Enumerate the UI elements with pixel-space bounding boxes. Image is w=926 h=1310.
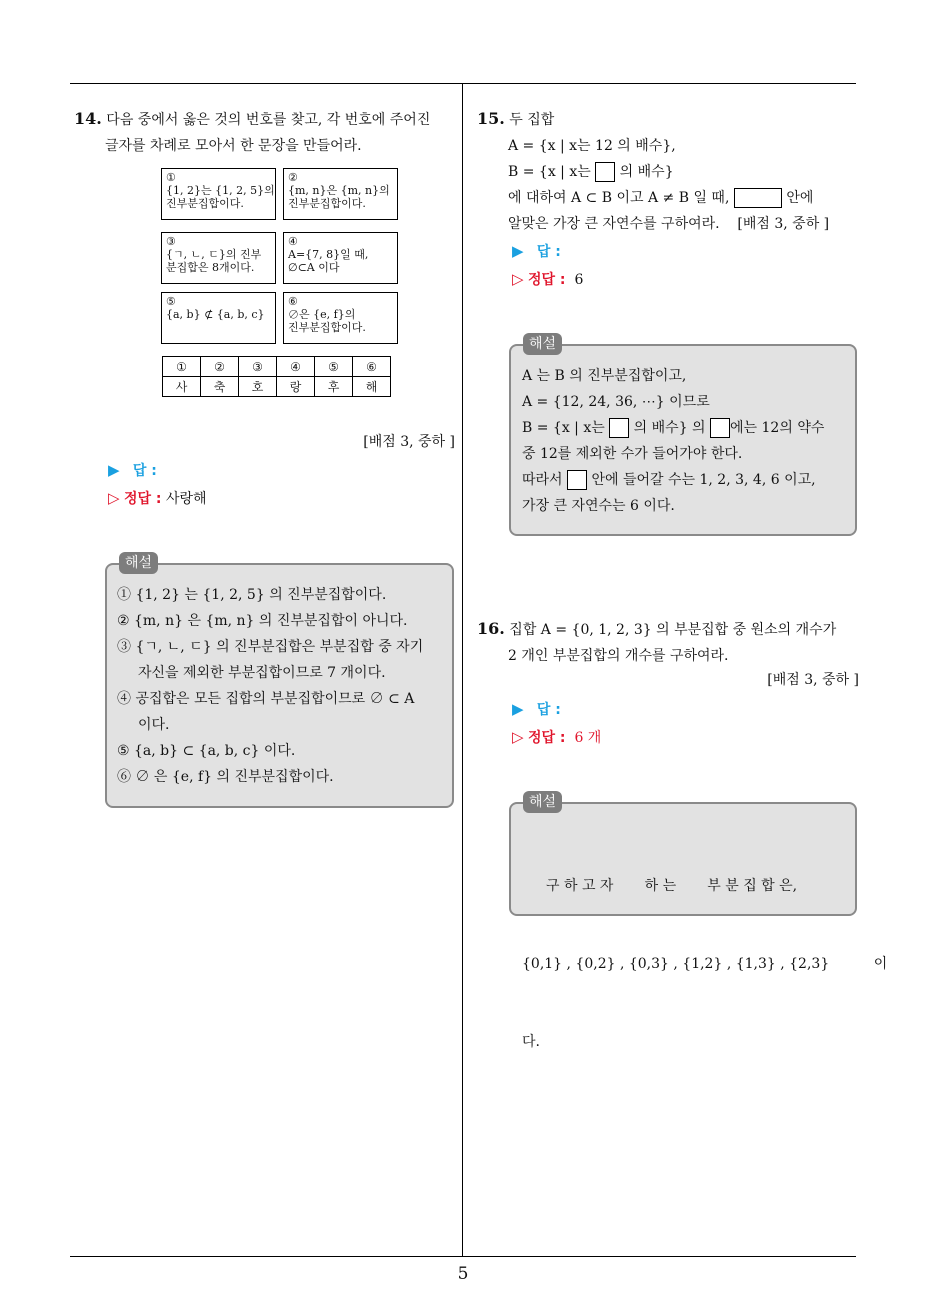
answer-key-table [162,356,391,397]
question-text: 2 개인 부분집합의 개수를 구하여라. [508,648,729,664]
question-14 [74,106,458,159]
set-a-definition: A = {x | x는 12 의 배수}, [508,138,676,154]
solution-tab: 해설 [523,791,562,813]
question-number: 14. [74,109,102,128]
correct-answer-row [512,726,601,749]
question-16 [477,616,862,669]
answer-prompt-label: 답 : [536,702,561,718]
play-triangle-icon: ▶ [512,242,524,260]
option-box-2: ② {m, n}은 {m, n}의 진부분집합이다. [283,168,398,220]
question-text: 에 대하여 A ⊂ B 이고 A ≠ B 일 때, 안에 [508,190,814,206]
column-divider [462,83,463,1257]
correct-answer-label: 정답 : [528,272,566,288]
answer-prompt-label: 답 : [536,244,561,260]
play-triangle-icon: ▶ [108,461,120,479]
blank-box [609,418,629,438]
correct-answer-row [108,487,207,510]
blank-box [595,162,615,182]
answer-input-row [512,240,561,263]
table-value-cell: 후 [315,377,353,397]
table-value-cell: 사 [163,377,201,397]
question-15 [477,106,862,237]
solution-tab: 해설 [119,552,158,574]
question-text: 다음 중에서 옳은 것의 번호를 찾고, 각 번호에 주어진 [106,112,431,128]
outline-triangle-icon: ▷ [108,489,120,507]
option-box-1: ① {1, 2}는 {1, 2, 5}의 진부분집합이다. [161,168,276,220]
option-box-5: ⑤ {a, b} ⊄ {a, b, c} [161,292,276,344]
question-text: 두 집합 [509,112,555,128]
question-number: 16. [477,619,505,638]
score-label: [배점 3, 중하 ] [363,434,455,450]
question-text: 글자를 차례로 모아서 한 문장을 만들어라. [105,138,362,154]
page-number: 5 [457,1264,469,1284]
score-label: [배점 3, 중하 ] [737,216,830,232]
set-b-definition: B = {x | x는 의 배수} [508,164,674,180]
option-box-6: ⑥ ∅은 {e, f}의 진부분집합이다. [283,292,398,344]
table-value-cell: 축 [201,377,239,397]
table-value-cell: 랑 [277,377,315,397]
table-value-cell: 해 [353,377,391,397]
correct-answer-value: 6 [574,272,584,288]
top-rule [70,83,856,84]
option-box-3: ③ {ㄱ, ㄴ, ㄷ}의 진부 분집합은 8개이다. [161,232,276,284]
solution-tab: 해설 [523,333,562,355]
answer-input-row [108,459,157,482]
correct-answer-label: 정답 : [528,730,566,746]
solution-text-16: 구 하 고 자 하 는 부 분 집 합 은, {0,1} , {0,2} , {0,3} , {1,2} , {1,3} , {2,3} 이 다. [522,878,888,1050]
answer-prompt-label: 답 : [132,463,157,479]
solution-text-15: A 는 B 의 진부분집합이고, A = {12, 24, 36, ⋯} 이므로 B = {x | x는 의 배수} 의 에는 12의 약수 중 12를 제외한 수가 들어가야 한다. 따라서 안에 들어갈 수는 1, 2, 3, 4, 6 이고, 가장 큰 자연수는 6 이다. [522,368,825,514]
blank-box [567,470,587,490]
table-head-cell: ③ [239,357,277,377]
table-head-cell: ④ [277,357,315,377]
table-head-cell: ⑤ [315,357,353,377]
solution-text-14: ① {1, 2} 는 {1, 2, 5} 의 진부분집합이다. ② {m, n} 은 {m, n} 의 진부분집합이 아니다. ③ {ㄱ, ㄴ, ㄷ} 의 진부분집합은 부분집합 중 자기 자신을 제외한 부분집합이므로 7 개이다. ④ 공집합은 모든 집합의 부분집합이므로 ∅ ⊂ A 이다. ⑤ {a, b} ⊂ {a, b, c} 이다. ⑥ ∅ 은 {e, f} 의 진부분집합이다. [117,587,424,785]
outline-triangle-icon: ▷ [512,728,524,746]
correct-answer-value: 사랑해 [165,491,207,507]
score-label: [배점 3, 중하 ] [767,672,859,688]
correct-answer-value: 6 개 [574,730,602,746]
table-head-cell: ② [201,357,239,377]
outline-triangle-icon: ▷ [512,270,524,288]
question-text: 알맞은 가장 큰 자연수를 구하여라. [배점 3, 중하 ] [508,216,830,232]
blank-box [710,418,730,438]
answer-input-row [512,698,561,721]
table-head-cell: ⑥ [353,357,391,377]
option-box-4: ④ A={7, 8}일 때, ∅⊂A 이다 [283,232,398,284]
question-number: 15. [477,109,505,128]
table-value-cell: 호 [239,377,277,397]
play-triangle-icon: ▶ [512,700,524,718]
correct-answer-label: 정답 : [124,491,162,507]
blank-box-wide [734,188,782,208]
correct-answer-row [512,268,583,291]
question-text: 집합 A = {0, 1, 2, 3} 의 부분집합 중 원소의 개수가 [509,622,837,638]
table-head-cell: ① [163,357,201,377]
bottom-rule [70,1256,856,1257]
